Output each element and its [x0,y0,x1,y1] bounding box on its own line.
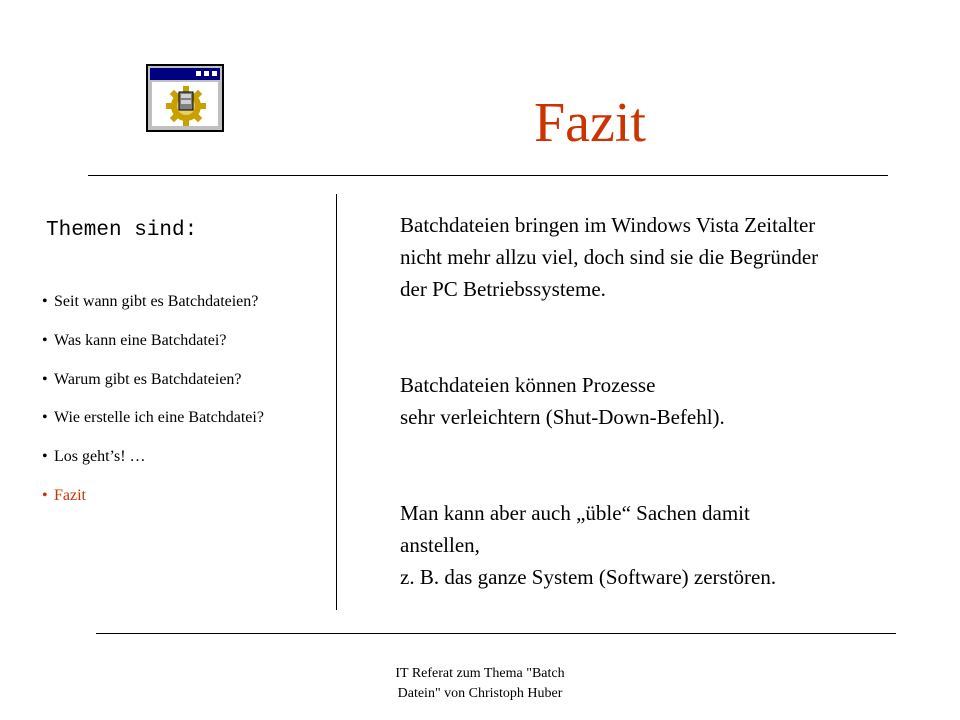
topic-label: Was kann eine Batchdatei? [54,331,227,349]
topic-label: Fazit [54,486,86,504]
topic-label: Seit wann gibt es Batchdateien? [54,293,259,310]
topic-item [42,368,264,407]
topic-label: Warum gibt es Batchdateien? [54,370,242,388]
topics-heading: Themen sind: [46,219,198,242]
bullet: • [42,409,48,427]
topic-item [42,406,264,445]
text-line: anstellen, [400,533,480,557]
topic-item-current [42,484,264,523]
text-line: sehr verleichtern (Shut-Down-Befehl). [400,405,725,429]
topic-item [42,290,264,329]
slide-title: Fazit [534,92,646,154]
window-gear-icon [146,64,224,132]
text-line: Man kann aber auch „üble“ Sachen damit [400,501,750,525]
top-divider [88,175,888,176]
topic-label: Wie erstelle ich eine Batchdatei? [54,409,264,427]
text-line: Batchdateien können Prozesse [400,373,656,397]
paragraph-1 [400,209,945,305]
column-divider [336,194,337,610]
bottom-divider [96,633,896,634]
topic-label: Los geht’s! … [54,448,146,466]
text-line: nicht mehr allzu viel, doch sind sie die Begründer [400,245,819,269]
bullet: • [42,293,48,310]
text-line: der PC Betriebssysteme. [400,277,606,301]
text-line: Batchdateien bringen im Windows Vista Zeitalter [400,213,816,237]
bullet: • [42,331,48,349]
topics-list [42,290,264,523]
bullet: • [42,486,48,504]
paragraph-2 [400,369,945,433]
topic-item [42,329,264,368]
text-line: z. B. das ganze System (Software) zerstören. [400,565,777,589]
bullet: • [42,448,48,466]
bullet: • [42,370,48,388]
footer-line: Datein" von Christoph Huber [397,686,563,701]
footer-line: IT Referat zum Thema "Batch [395,666,565,681]
paragraph-3 [400,497,945,593]
topic-item [42,445,264,484]
footer [330,664,630,704]
